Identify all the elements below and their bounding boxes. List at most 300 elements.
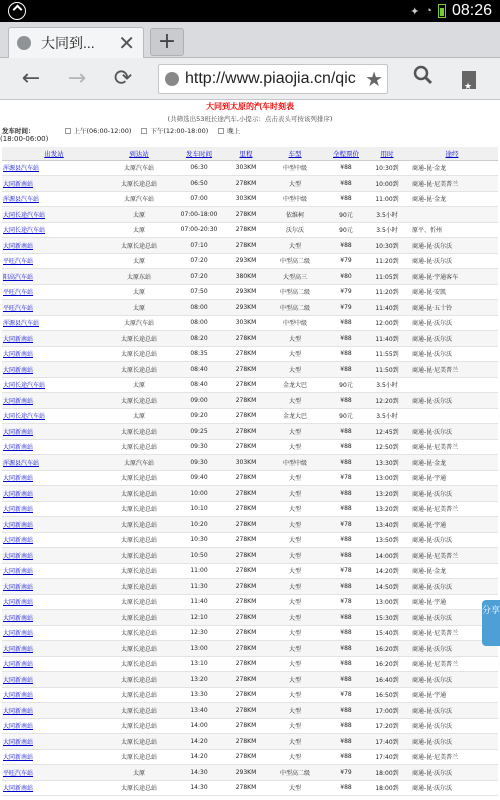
cell-departure-station[interactable]: 大同新南站 xyxy=(2,579,106,595)
cell-fare: ¥88 xyxy=(324,191,368,207)
filter-evening-range: (18:00-06:00) xyxy=(0,135,49,143)
cell-departure-station[interactable]: 大同新南站 xyxy=(2,687,106,703)
table-row xyxy=(2,563,498,579)
cell-fare: ¥88 xyxy=(324,610,368,626)
cell-departure-station[interactable]: 大同长途汽车站 xyxy=(2,207,106,223)
cell-distance: 278KM xyxy=(226,672,266,688)
cell-arrival-station: 太原汽车站 xyxy=(106,191,172,207)
table-row xyxy=(2,362,498,378)
table-row xyxy=(2,718,498,734)
table-row xyxy=(2,207,498,223)
cell-distance: 278KM xyxy=(226,486,266,502)
cell-departure-station[interactable]: 大同新南站 xyxy=(2,610,106,626)
table-row xyxy=(2,331,498,347)
cell-duration: 13:40到 xyxy=(368,517,406,533)
table-row xyxy=(2,377,498,393)
cell-departure-station[interactable]: 大同新南站 xyxy=(2,346,106,362)
cell-duration: 13:30到 xyxy=(368,455,406,471)
page-title: 大同到太原的汽车时刻表 xyxy=(206,102,294,111)
browser-tab[interactable] xyxy=(8,27,144,58)
cell-bus-type: 大型 xyxy=(266,176,324,192)
cell-route: 商通-昆·沃尔沃 xyxy=(406,238,498,254)
cell-bus-type: 中型高二级 xyxy=(266,253,324,269)
sort-hint: (共筛选出53班长途汽车,小提示：点击表头可按该列排序) xyxy=(167,115,333,123)
cell-departure-station[interactable]: 大同新南站 xyxy=(2,238,106,254)
cell-route: 商通-昆·沃尔沃 xyxy=(406,718,498,734)
cell-duration: 12:45到 xyxy=(368,424,406,440)
table-row xyxy=(2,687,498,703)
cell-arrival-station: 太原长途总站 xyxy=(106,563,172,579)
table-row xyxy=(2,408,498,424)
cell-distance: 278KM xyxy=(226,501,266,517)
cell-fare: ¥88 xyxy=(324,625,368,641)
cell-departure-time: 08:40 xyxy=(172,377,226,393)
cell-fare: ¥88 xyxy=(324,656,368,672)
cell-bus-type: 大型 xyxy=(266,672,324,688)
cell-route: 商通-昆·沃尔沃 xyxy=(406,765,498,781)
cell-fare: ¥78 xyxy=(324,594,368,610)
cell-departure-time: 09:25 xyxy=(172,424,226,440)
cell-distance: 278KM xyxy=(226,594,266,610)
cell-departure-station[interactable]: 浑源县汽车站 xyxy=(2,191,106,207)
cell-distance: 278KM xyxy=(226,687,266,703)
cell-fare: ¥78 xyxy=(324,470,368,486)
cell-arrival-station: 太原长途总站 xyxy=(106,176,172,192)
cell-route: 商通-昆·尼美普兰 xyxy=(406,548,498,564)
table-row xyxy=(2,439,498,455)
cell-route: 商通-昆·宇通 xyxy=(406,470,498,486)
cell-bus-type: 金龙大巴 xyxy=(266,377,324,393)
cell-departure-station[interactable]: 浑源县汽车站 xyxy=(2,455,106,471)
table-body xyxy=(2,160,498,796)
cell-fare: ¥88 xyxy=(324,238,368,254)
cell-departure-time: 07:00 xyxy=(172,191,226,207)
header-arrival[interactable]: 到达站 xyxy=(106,147,172,160)
status-bar xyxy=(0,0,500,22)
cell-departure-station[interactable]: 大同新南站 xyxy=(2,563,106,579)
cell-arrival-station: 太原长途总站 xyxy=(106,470,172,486)
cell-route: 商通-昆·沃尔沃 xyxy=(406,315,498,331)
cell-departure-station[interactable]: 大同新南站 xyxy=(2,470,106,486)
forward-button[interactable]: → xyxy=(67,66,87,91)
cell-departure-station[interactable]: 大同新南站 xyxy=(2,548,106,564)
cell-arrival-station: 太原长途总站 xyxy=(106,517,172,533)
filter-label: 发车时间： xyxy=(2,127,35,135)
cell-distance: 278KM xyxy=(226,780,266,796)
table-row xyxy=(2,765,498,781)
checkbox[interactable] xyxy=(141,128,147,134)
filter-morning[interactable]: 上午(06:00-12:00) xyxy=(65,126,132,135)
cell-bus-type: 大型 xyxy=(266,780,324,796)
table-row xyxy=(2,284,498,300)
cell-duration: 11:00到 xyxy=(368,191,406,207)
cell-bus-type: 大型 xyxy=(266,687,324,703)
cell-bus-type: 中型中级 xyxy=(266,191,324,207)
cell-arrival-station: 太原 xyxy=(106,207,172,223)
cell-duration: 12:00到 xyxy=(368,315,406,331)
cell-bus-type: 大型 xyxy=(266,749,324,765)
cell-departure-station[interactable]: 大同新南站 xyxy=(2,656,106,672)
back-button[interactable]: ← xyxy=(21,66,41,91)
cell-bus-type: 大型 xyxy=(266,424,324,440)
cell-distance: 278KM xyxy=(226,532,266,548)
table-row xyxy=(2,160,498,176)
cell-departure-station[interactable]: 大同新南站 xyxy=(2,641,106,657)
signal-icon: ✦ xyxy=(410,5,420,18)
cell-departure-time: 14:30 xyxy=(172,780,226,796)
cell-duration: 13:20到 xyxy=(368,501,406,517)
cell-bus-type: 大型 xyxy=(266,625,324,641)
cell-departure-station[interactable]: 大同新南站 xyxy=(2,749,106,765)
cell-departure-station[interactable]: 大同新南站 xyxy=(2,424,106,440)
header-bus-type[interactable]: 车型 xyxy=(266,147,324,160)
cell-fare: ¥88 xyxy=(324,718,368,734)
tab-bar xyxy=(0,22,500,58)
cell-fare: ¥88 xyxy=(324,455,368,471)
table-row xyxy=(2,672,498,688)
cell-fare: ¥88 xyxy=(324,672,368,688)
cell-duration: 18:00到 xyxy=(368,780,406,796)
cell-departure-station[interactable]: 大同长途汽车站 xyxy=(2,222,106,238)
cell-duration: 13:00到 xyxy=(368,470,406,486)
cell-duration: 17:00到 xyxy=(368,703,406,719)
cell-departure-station[interactable]: 大同新南站 xyxy=(2,331,106,347)
header-fare[interactable]: 全程票价 xyxy=(324,147,368,160)
cell-distance: 380KM xyxy=(226,269,266,285)
cell-bus-type: 大型 xyxy=(266,517,324,533)
header-departure[interactable]: 出发站 xyxy=(2,147,106,160)
cell-departure-station[interactable]: 大同长途汽车站 xyxy=(2,408,106,424)
cell-fare: ¥88 xyxy=(324,176,368,192)
search-icon xyxy=(413,65,433,85)
cell-route: 商通-昆·尼美普兰 xyxy=(406,362,498,378)
cell-arrival-station: 太原长途总站 xyxy=(106,672,172,688)
bookmarks-button[interactable] xyxy=(454,64,484,94)
cell-departure-station[interactable]: 浑源县汽车站 xyxy=(2,160,106,176)
cell-departure-time: 11:40 xyxy=(172,594,226,610)
cell-arrival-station: 太原汽车站 xyxy=(106,455,172,471)
cell-bus-type: 大型 xyxy=(266,470,324,486)
cell-duration: 10:30到 xyxy=(368,238,406,254)
address-bar[interactable] xyxy=(158,64,388,94)
site-icon xyxy=(165,72,179,86)
cell-fare: ¥79 xyxy=(324,284,368,300)
schedule-table xyxy=(2,147,498,796)
cell-distance: 293KM xyxy=(226,253,266,269)
table-row xyxy=(2,222,498,238)
cell-duration: 17:40到 xyxy=(368,749,406,765)
cell-route: 商通-昆·沃尔沃 xyxy=(406,532,498,548)
cell-departure-time: 13:40 xyxy=(172,703,226,719)
header-route[interactable]: 途经 xyxy=(406,147,498,160)
table-row xyxy=(2,625,498,641)
cell-route: 商通-昆·金龙 xyxy=(406,191,498,207)
cell-bus-type: 中型中级 xyxy=(266,160,324,176)
cell-bus-type: 金龙大巴 xyxy=(266,408,324,424)
cell-route: 商通-昆·沃尔沃 xyxy=(406,641,498,657)
cell-bus-type: 大型 xyxy=(266,439,324,455)
cell-bus-type: 大型 xyxy=(266,718,324,734)
cell-bus-type: 大型 xyxy=(266,501,324,517)
table-row xyxy=(2,579,498,595)
cell-duration: 13:20到 xyxy=(368,486,406,502)
cell-arrival-station: 太原 xyxy=(106,765,172,781)
cell-arrival-station: 太原长途总站 xyxy=(106,656,172,672)
cell-departure-station[interactable]: 平旺汽车站 xyxy=(2,300,106,316)
cell-arrival-station: 太原长途总站 xyxy=(106,780,172,796)
cell-distance: 278KM xyxy=(226,176,266,192)
cell-arrival-station: 太原长途总站 xyxy=(106,734,172,750)
cell-distance: 278KM xyxy=(226,207,266,223)
cell-arrival-station: 太原长途总站 xyxy=(106,501,172,517)
cell-distance: 278KM xyxy=(226,346,266,362)
cell-arrival-station: 太原长途总站 xyxy=(106,238,172,254)
cell-departure-time: 12:30 xyxy=(172,625,226,641)
cell-route: 商通-昆·沃尔沃 xyxy=(406,780,498,796)
header-duration[interactable]: 用时 xyxy=(368,147,406,160)
cell-route: 商通-昆·沃尔沃 xyxy=(406,734,498,750)
bookmark-icon xyxy=(462,71,476,89)
cell-departure-time: 08:35 xyxy=(172,346,226,362)
table-row xyxy=(2,346,498,362)
cell-duration: 13:50到 xyxy=(368,532,406,548)
cell-departure-time: 11:30 xyxy=(172,579,226,595)
cell-fare: ¥79 xyxy=(324,253,368,269)
cell-distance: 278KM xyxy=(226,439,266,455)
cell-departure-station[interactable]: 大同长途汽车站 xyxy=(2,377,106,393)
cell-duration: 15:40到 xyxy=(368,625,406,641)
wifi-icon: ◔ xyxy=(425,5,432,17)
cell-departure-station[interactable]: 大同新南站 xyxy=(2,718,106,734)
close-tab-icon[interactable]: ✕ xyxy=(118,31,135,55)
table-row xyxy=(2,455,498,471)
header-distance[interactable]: 里程 xyxy=(226,147,266,160)
new-tab-button[interactable]: + xyxy=(150,28,184,56)
cell-fare: ¥88 xyxy=(324,315,368,331)
cell-route: 商通-昆·沃尔沃 xyxy=(406,610,498,626)
table-row xyxy=(2,486,498,502)
cell-departure-station[interactable]: 大同新南站 xyxy=(2,517,106,533)
cell-departure-time: 14:20 xyxy=(172,749,226,765)
cell-route: 商通-昆·金龙 xyxy=(406,455,498,471)
browser-toolbar xyxy=(0,58,500,100)
cell-route: 商通-昆·沃尔沃 xyxy=(406,331,498,347)
table-row xyxy=(2,176,498,192)
cell-departure-time: 13:30 xyxy=(172,687,226,703)
cell-distance: 278KM xyxy=(226,393,266,409)
search-button[interactable] xyxy=(408,64,438,94)
cell-distance: 278KM xyxy=(226,238,266,254)
cell-route: 商通-昆·沃尔沃 xyxy=(406,579,498,595)
cell-fare: ¥88 xyxy=(324,486,368,502)
cell-fare: ¥79 xyxy=(324,300,368,316)
cell-distance: 278KM xyxy=(226,408,266,424)
cell-departure-station[interactable]: 大同新南站 xyxy=(2,672,106,688)
cell-route: 商通-昆·尼美普兰 xyxy=(406,625,498,641)
cell-route: 商通-昆·宇通 xyxy=(406,517,498,533)
cell-departure-station[interactable]: 平旺汽车站 xyxy=(2,284,106,300)
cell-departure-station[interactable]: 浑源县汽车站 xyxy=(2,315,106,331)
table-row xyxy=(2,300,498,316)
cell-route: 商通-昆·尼美普兰 xyxy=(406,439,498,455)
cell-arrival-station: 太原 xyxy=(106,284,172,300)
cell-departure-station[interactable]: 大同新南站 xyxy=(2,176,106,192)
globe-icon xyxy=(17,36,31,50)
cell-departure-time: 13:00 xyxy=(172,641,226,657)
cell-route: 商通-昆·金龙 xyxy=(406,563,498,579)
header-time[interactable]: 发车时间 xyxy=(172,147,226,160)
cell-departure-station[interactable]: 大同新南站 xyxy=(2,594,106,610)
table-row xyxy=(2,238,498,254)
cell-fare: 90元 xyxy=(324,207,368,223)
cell-arrival-station: 太原 xyxy=(106,222,172,238)
battery-icon xyxy=(438,4,446,18)
cell-duration: 11:40到 xyxy=(368,300,406,316)
cell-departure-station[interactable]: 大同新南站 xyxy=(2,532,106,548)
cell-duration: 3.5小时 xyxy=(368,408,406,424)
cell-departure-station[interactable]: 大同新南站 xyxy=(2,501,106,517)
cell-route: 商通-昆·五十铃 xyxy=(406,300,498,316)
cell-fare: ¥88 xyxy=(324,362,368,378)
cell-departure-time: 09:00 xyxy=(172,393,226,409)
cell-bus-type: 大型 xyxy=(266,393,324,409)
cell-departure-station[interactable]: 大同新南站 xyxy=(2,780,106,796)
table-row xyxy=(2,315,498,331)
cell-arrival-station: 太原长途总站 xyxy=(106,532,172,548)
table-row xyxy=(2,532,498,548)
cell-distance: 278KM xyxy=(226,579,266,595)
cell-arrival-station: 太原 xyxy=(106,408,172,424)
cell-departure-station[interactable]: 平旺汽车站 xyxy=(2,765,106,781)
cell-route: 商通-昆·宇通 xyxy=(406,594,498,610)
cell-departure-time: 12:10 xyxy=(172,610,226,626)
cell-departure-station[interactable]: 大同新南站 xyxy=(2,362,106,378)
cell-departure-station[interactable]: 大同新南站 xyxy=(2,625,106,641)
cell-bus-type: 沃尔沃 xyxy=(266,222,324,238)
cell-route: 商通-昆·沃尔沃 xyxy=(406,393,498,409)
cell-departure-time: 14:00 xyxy=(172,718,226,734)
cell-duration: 16:20到 xyxy=(368,656,406,672)
cell-route: 商通-昆·宇通 xyxy=(406,687,498,703)
cell-arrival-station: 太原长途总站 xyxy=(106,610,172,626)
tab-title: 大同到... xyxy=(41,35,95,51)
table-row xyxy=(2,594,498,610)
table-row xyxy=(2,470,498,486)
cell-departure-station[interactable]: 大同新南站 xyxy=(2,486,106,502)
filter-afternoon[interactable]: 下午(12:00-18:00) xyxy=(141,126,208,135)
cell-fare: ¥88 xyxy=(324,160,368,176)
cell-departure-time: 07:20 xyxy=(172,253,226,269)
cell-arrival-station: 太原 xyxy=(106,253,172,269)
cell-departure-time: 07:00-20:30 xyxy=(172,222,226,238)
cell-route: 商通-昆·尼美普兰 xyxy=(406,176,498,192)
notification-icon xyxy=(8,2,26,20)
table-row xyxy=(2,641,498,657)
cell-fare: ¥88 xyxy=(324,780,368,796)
cell-bus-type: 大型 xyxy=(266,548,324,564)
filter-evening[interactable]: 晚上 xyxy=(218,126,240,135)
cell-departure-time: 13:10 xyxy=(172,656,226,672)
cell-bus-type: 中型高二级 xyxy=(266,284,324,300)
cell-bus-type: 大型 xyxy=(266,346,324,362)
cell-route xyxy=(406,207,498,223)
cell-departure-time: 08:00 xyxy=(172,315,226,331)
cell-arrival-station: 太原东站 xyxy=(106,269,172,285)
cell-departure-station[interactable]: 平旺汽车站 xyxy=(2,253,106,269)
cell-arrival-station: 太原长途总站 xyxy=(106,625,172,641)
cell-departure-time: 09:40 xyxy=(172,470,226,486)
cell-duration: 15:30到 xyxy=(368,610,406,626)
cell-arrival-station: 太原长途总站 xyxy=(106,393,172,409)
checkbox[interactable] xyxy=(65,128,71,134)
cell-route: 原平、忻州 xyxy=(406,222,498,238)
cell-bus-type: 中型高二级 xyxy=(266,765,324,781)
cell-departure-time: 14:30 xyxy=(172,765,226,781)
cell-arrival-station: 太原汽车站 xyxy=(106,160,172,176)
table-row xyxy=(2,501,498,517)
cell-departure-station[interactable]: 阳高汽车站 xyxy=(2,269,106,285)
cell-arrival-station: 太原长途总站 xyxy=(106,424,172,440)
cell-arrival-station: 太原长途总站 xyxy=(106,548,172,564)
share-button[interactable]: 分享 xyxy=(482,600,500,646)
cell-departure-station[interactable]: 大同新南站 xyxy=(2,734,106,750)
refresh-button[interactable]: ⟳ xyxy=(113,66,133,91)
cell-departure-station[interactable]: 大同新南站 xyxy=(2,703,106,719)
table-row xyxy=(2,517,498,533)
checkbox[interactable] xyxy=(218,128,224,134)
cell-duration: 14:20到 xyxy=(368,563,406,579)
cell-arrival-station: 太原长途总站 xyxy=(106,331,172,347)
cell-departure-time: 10:50 xyxy=(172,548,226,564)
cell-bus-type: 大型 xyxy=(266,656,324,672)
cell-arrival-station: 太原长途总站 xyxy=(106,362,172,378)
cell-distance: 278KM xyxy=(226,656,266,672)
cell-distance: 278KM xyxy=(226,377,266,393)
cell-departure-station[interactable]: 大同新南站 xyxy=(2,393,106,409)
table-header xyxy=(2,147,498,160)
cell-route: 商通-昆·尼美普兰 xyxy=(406,501,498,517)
cell-distance: 293KM xyxy=(226,284,266,300)
url-text[interactable]: http://www.piaojia.cn/qic xyxy=(185,70,356,87)
cell-fare: ¥88 xyxy=(324,346,368,362)
cell-fare: ¥80 xyxy=(324,269,368,285)
cell-duration: 13:00到 xyxy=(368,594,406,610)
cell-departure-time: 08:20 xyxy=(172,331,226,347)
cell-bus-type: 大型高三 xyxy=(266,269,324,285)
cell-distance: 278KM xyxy=(226,424,266,440)
cell-arrival-station: 太原长途总站 xyxy=(106,687,172,703)
cell-bus-type: 大型 xyxy=(266,703,324,719)
cell-duration: 17:20到 xyxy=(368,718,406,734)
table-row xyxy=(2,734,498,750)
cell-duration: 16:50到 xyxy=(368,687,406,703)
cell-distance: 293KM xyxy=(226,765,266,781)
cell-distance: 293KM xyxy=(226,300,266,316)
cell-arrival-station: 太原长途总站 xyxy=(106,749,172,765)
star-icon[interactable]: ★ xyxy=(365,67,383,91)
cell-departure-time: 08:40 xyxy=(172,362,226,378)
table-row xyxy=(2,656,498,672)
cell-departure-time: 06:50 xyxy=(172,176,226,192)
table-row xyxy=(2,610,498,626)
cell-departure-station[interactable]: 大同新南站 xyxy=(2,439,106,455)
cell-bus-type: 大型 xyxy=(266,610,324,626)
cell-bus-type: 中型中级 xyxy=(266,455,324,471)
cell-distance: 278KM xyxy=(226,625,266,641)
cell-fare: ¥88 xyxy=(324,532,368,548)
cell-departure-time: 10:10 xyxy=(172,501,226,517)
cell-distance: 303KM xyxy=(226,191,266,207)
